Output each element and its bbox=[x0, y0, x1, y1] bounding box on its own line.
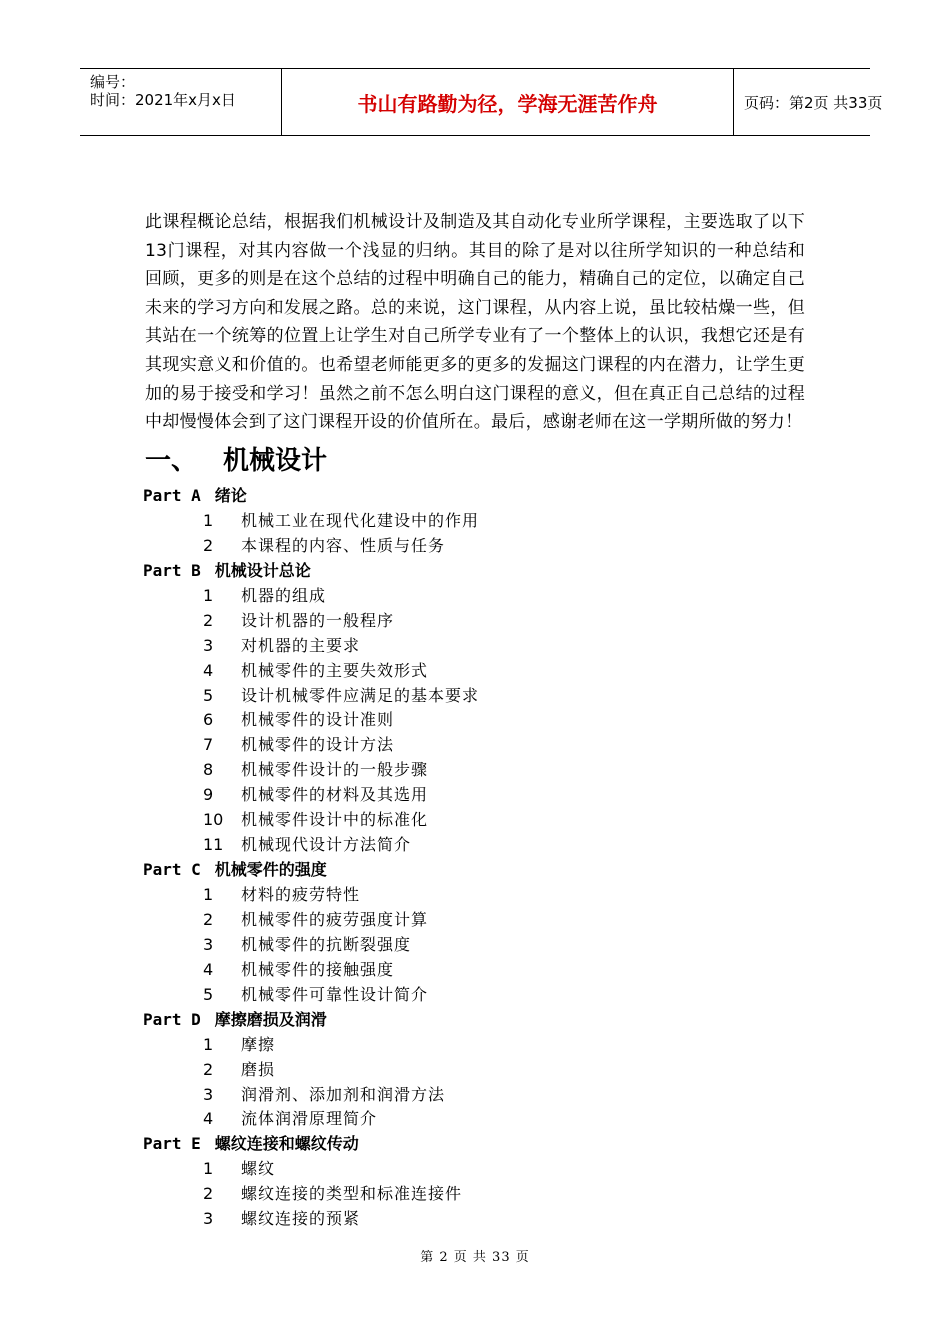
item-number: 1 bbox=[203, 1034, 214, 1054]
page-footer: 第 2 页 共 33 页 bbox=[420, 1250, 530, 1265]
part-heading bbox=[143, 559, 843, 584]
item-number: 8 bbox=[203, 760, 214, 780]
part-heading bbox=[143, 858, 843, 883]
item-number: 2 bbox=[203, 535, 214, 555]
item-number: 3 bbox=[203, 635, 214, 655]
list-item bbox=[143, 733, 843, 758]
item-number: 5 bbox=[203, 984, 214, 1004]
list-item bbox=[143, 783, 843, 808]
item-number: 4 bbox=[203, 660, 214, 680]
item-text: 螺纹连接的类型和标准连接件 bbox=[241, 1184, 463, 1204]
item-text: 机械零件的设计准则 bbox=[241, 710, 395, 730]
part-title: 螺纹连接和螺纹传动 bbox=[214, 1134, 359, 1154]
list-item bbox=[143, 1033, 843, 1058]
number-label: 编号： bbox=[90, 73, 136, 91]
section-heading bbox=[145, 440, 327, 477]
item-number: 3 bbox=[203, 934, 214, 954]
intro-paragraph: 此课程概论总结，根据我们机械设计及制造及其自动化专业所学课程，主要选取了以下13门课程，对其内容做一个浅显的归纳。其目的除了是对以往所学知识的一种总结和回顾，更多的则是在这个总结的过程中明确自己的能力，精确自己的定位，以确定自己未来的学习方向和发展之路。总的来说，这门课程，从内容上说，虽比较枯燥一些，但其站在一个统筹的位置上让学生对自己所学专业有了一个整体上的认识，我想它还是有其现实意义和价值的。也希望老师能更多的更多的发掘这门课程的内在潜力，让学生更加的易于接受和学习！虽然之前不怎么明白这门课程的意义，但在真正自己总结的过程中却慢慢体会到了这门课程开设的价值所在。最后，感谢老师在这一学期所做的努力！ bbox=[145, 212, 805, 433]
list-item bbox=[143, 584, 843, 609]
part-heading bbox=[143, 1008, 843, 1033]
item-text: 磨损 bbox=[241, 1059, 276, 1079]
item-number: 4 bbox=[203, 1109, 214, 1129]
item-number: 6 bbox=[203, 710, 214, 730]
item-number: 2 bbox=[203, 909, 214, 929]
list-item bbox=[143, 833, 843, 858]
item-text: 机械零件的抗断裂强度 bbox=[241, 934, 412, 954]
list-item bbox=[143, 1157, 843, 1182]
section-number: 一、 bbox=[145, 446, 198, 476]
part-label: Part C bbox=[143, 860, 201, 880]
item-number: 1 bbox=[203, 585, 214, 605]
item-text: 机械零件的疲劳强度计算 bbox=[241, 909, 429, 929]
page-header bbox=[80, 68, 883, 136]
part-title: 机械零件的强度 bbox=[214, 860, 327, 880]
item-number: 11 bbox=[203, 835, 224, 855]
item-text: 机械零件的接触强度 bbox=[241, 959, 395, 979]
list-item bbox=[143, 684, 843, 709]
list-item bbox=[143, 659, 843, 684]
header-motto: 书山有路勤为径，学海无涯苦作舟 bbox=[282, 69, 734, 135]
item-text: 螺纹 bbox=[241, 1159, 276, 1179]
item-number: 2 bbox=[203, 610, 214, 630]
header-meta bbox=[80, 69, 282, 135]
item-number: 1 bbox=[203, 885, 214, 904]
item-text: 设计机械零件应满足的基本要求 bbox=[241, 685, 480, 705]
time-label: 时间：2021年x月x日 bbox=[90, 91, 236, 109]
list-item bbox=[143, 1182, 843, 1207]
list-item bbox=[143, 708, 843, 733]
item-text: 流体润滑原理简介 bbox=[241, 1109, 378, 1129]
item-number: 1 bbox=[203, 1159, 214, 1179]
item-text: 材料的疲劳特性 bbox=[241, 885, 361, 904]
item-number: 1 bbox=[203, 510, 214, 530]
item-text: 机械零件的材料及其选用 bbox=[241, 785, 429, 805]
item-number: 9 bbox=[203, 785, 214, 805]
part-label: Part E bbox=[143, 1134, 201, 1154]
item-text: 对机器的主要求 bbox=[241, 635, 361, 655]
item-text: 润滑剂、添加剂和润滑方法 bbox=[241, 1084, 446, 1104]
list-item bbox=[143, 1107, 843, 1132]
part-heading bbox=[143, 484, 843, 509]
list-item bbox=[143, 1058, 843, 1083]
item-text: 机械零件的设计方法 bbox=[241, 735, 395, 755]
list-item bbox=[143, 933, 843, 958]
list-item bbox=[143, 1083, 843, 1108]
item-text: 机器的组成 bbox=[241, 585, 327, 605]
item-number: 2 bbox=[203, 1184, 214, 1204]
list-item bbox=[143, 883, 843, 908]
part-title: 绪论 bbox=[214, 486, 247, 505]
list-item bbox=[143, 609, 843, 634]
list-item bbox=[143, 509, 843, 534]
item-text: 摩擦 bbox=[241, 1034, 276, 1054]
item-text: 设计机器的一般程序 bbox=[241, 610, 395, 630]
list-item bbox=[143, 758, 843, 783]
list-item bbox=[143, 983, 843, 1008]
item-text: 机械零件设计的一般步骤 bbox=[241, 760, 429, 780]
item-number: 5 bbox=[203, 685, 214, 705]
item-number: 10 bbox=[203, 810, 224, 830]
header-page-info: 页码：第2页 共33页 bbox=[744, 93, 883, 112]
item-text: 机械零件设计中的标准化 bbox=[241, 810, 429, 830]
item-number: 3 bbox=[203, 1084, 214, 1104]
part-title: 摩擦磨损及润滑 bbox=[214, 1009, 327, 1029]
list-item bbox=[143, 634, 843, 659]
item-number: 7 bbox=[203, 735, 214, 755]
part-label: Part D bbox=[143, 1009, 201, 1029]
section-title: 机械设计 bbox=[223, 446, 328, 476]
item-number: 3 bbox=[203, 1209, 214, 1229]
item-text: 机械零件可靠性设计简介 bbox=[241, 984, 429, 1004]
item-number: 2 bbox=[203, 1059, 214, 1079]
list-item bbox=[143, 908, 843, 933]
list-item bbox=[143, 534, 843, 559]
part-label: Part A bbox=[143, 486, 201, 505]
item-text: 机械现代设计方法简介 bbox=[241, 835, 412, 855]
item-text: 机械零件的主要失效形式 bbox=[241, 660, 429, 680]
part-label: Part B bbox=[143, 560, 201, 580]
item-number: 4 bbox=[203, 959, 214, 979]
table-of-contents bbox=[143, 484, 843, 1232]
list-item bbox=[143, 958, 843, 983]
list-item bbox=[143, 808, 843, 833]
item-text: 本课程的内容、性质与任务 bbox=[241, 535, 446, 555]
part-heading bbox=[143, 1132, 843, 1157]
item-text: 螺纹连接的预紧 bbox=[241, 1209, 361, 1229]
part-title: 机械设计总论 bbox=[214, 560, 311, 580]
item-text: 机械工业在现代化建设中的作用 bbox=[241, 510, 480, 530]
list-item bbox=[143, 1207, 843, 1232]
